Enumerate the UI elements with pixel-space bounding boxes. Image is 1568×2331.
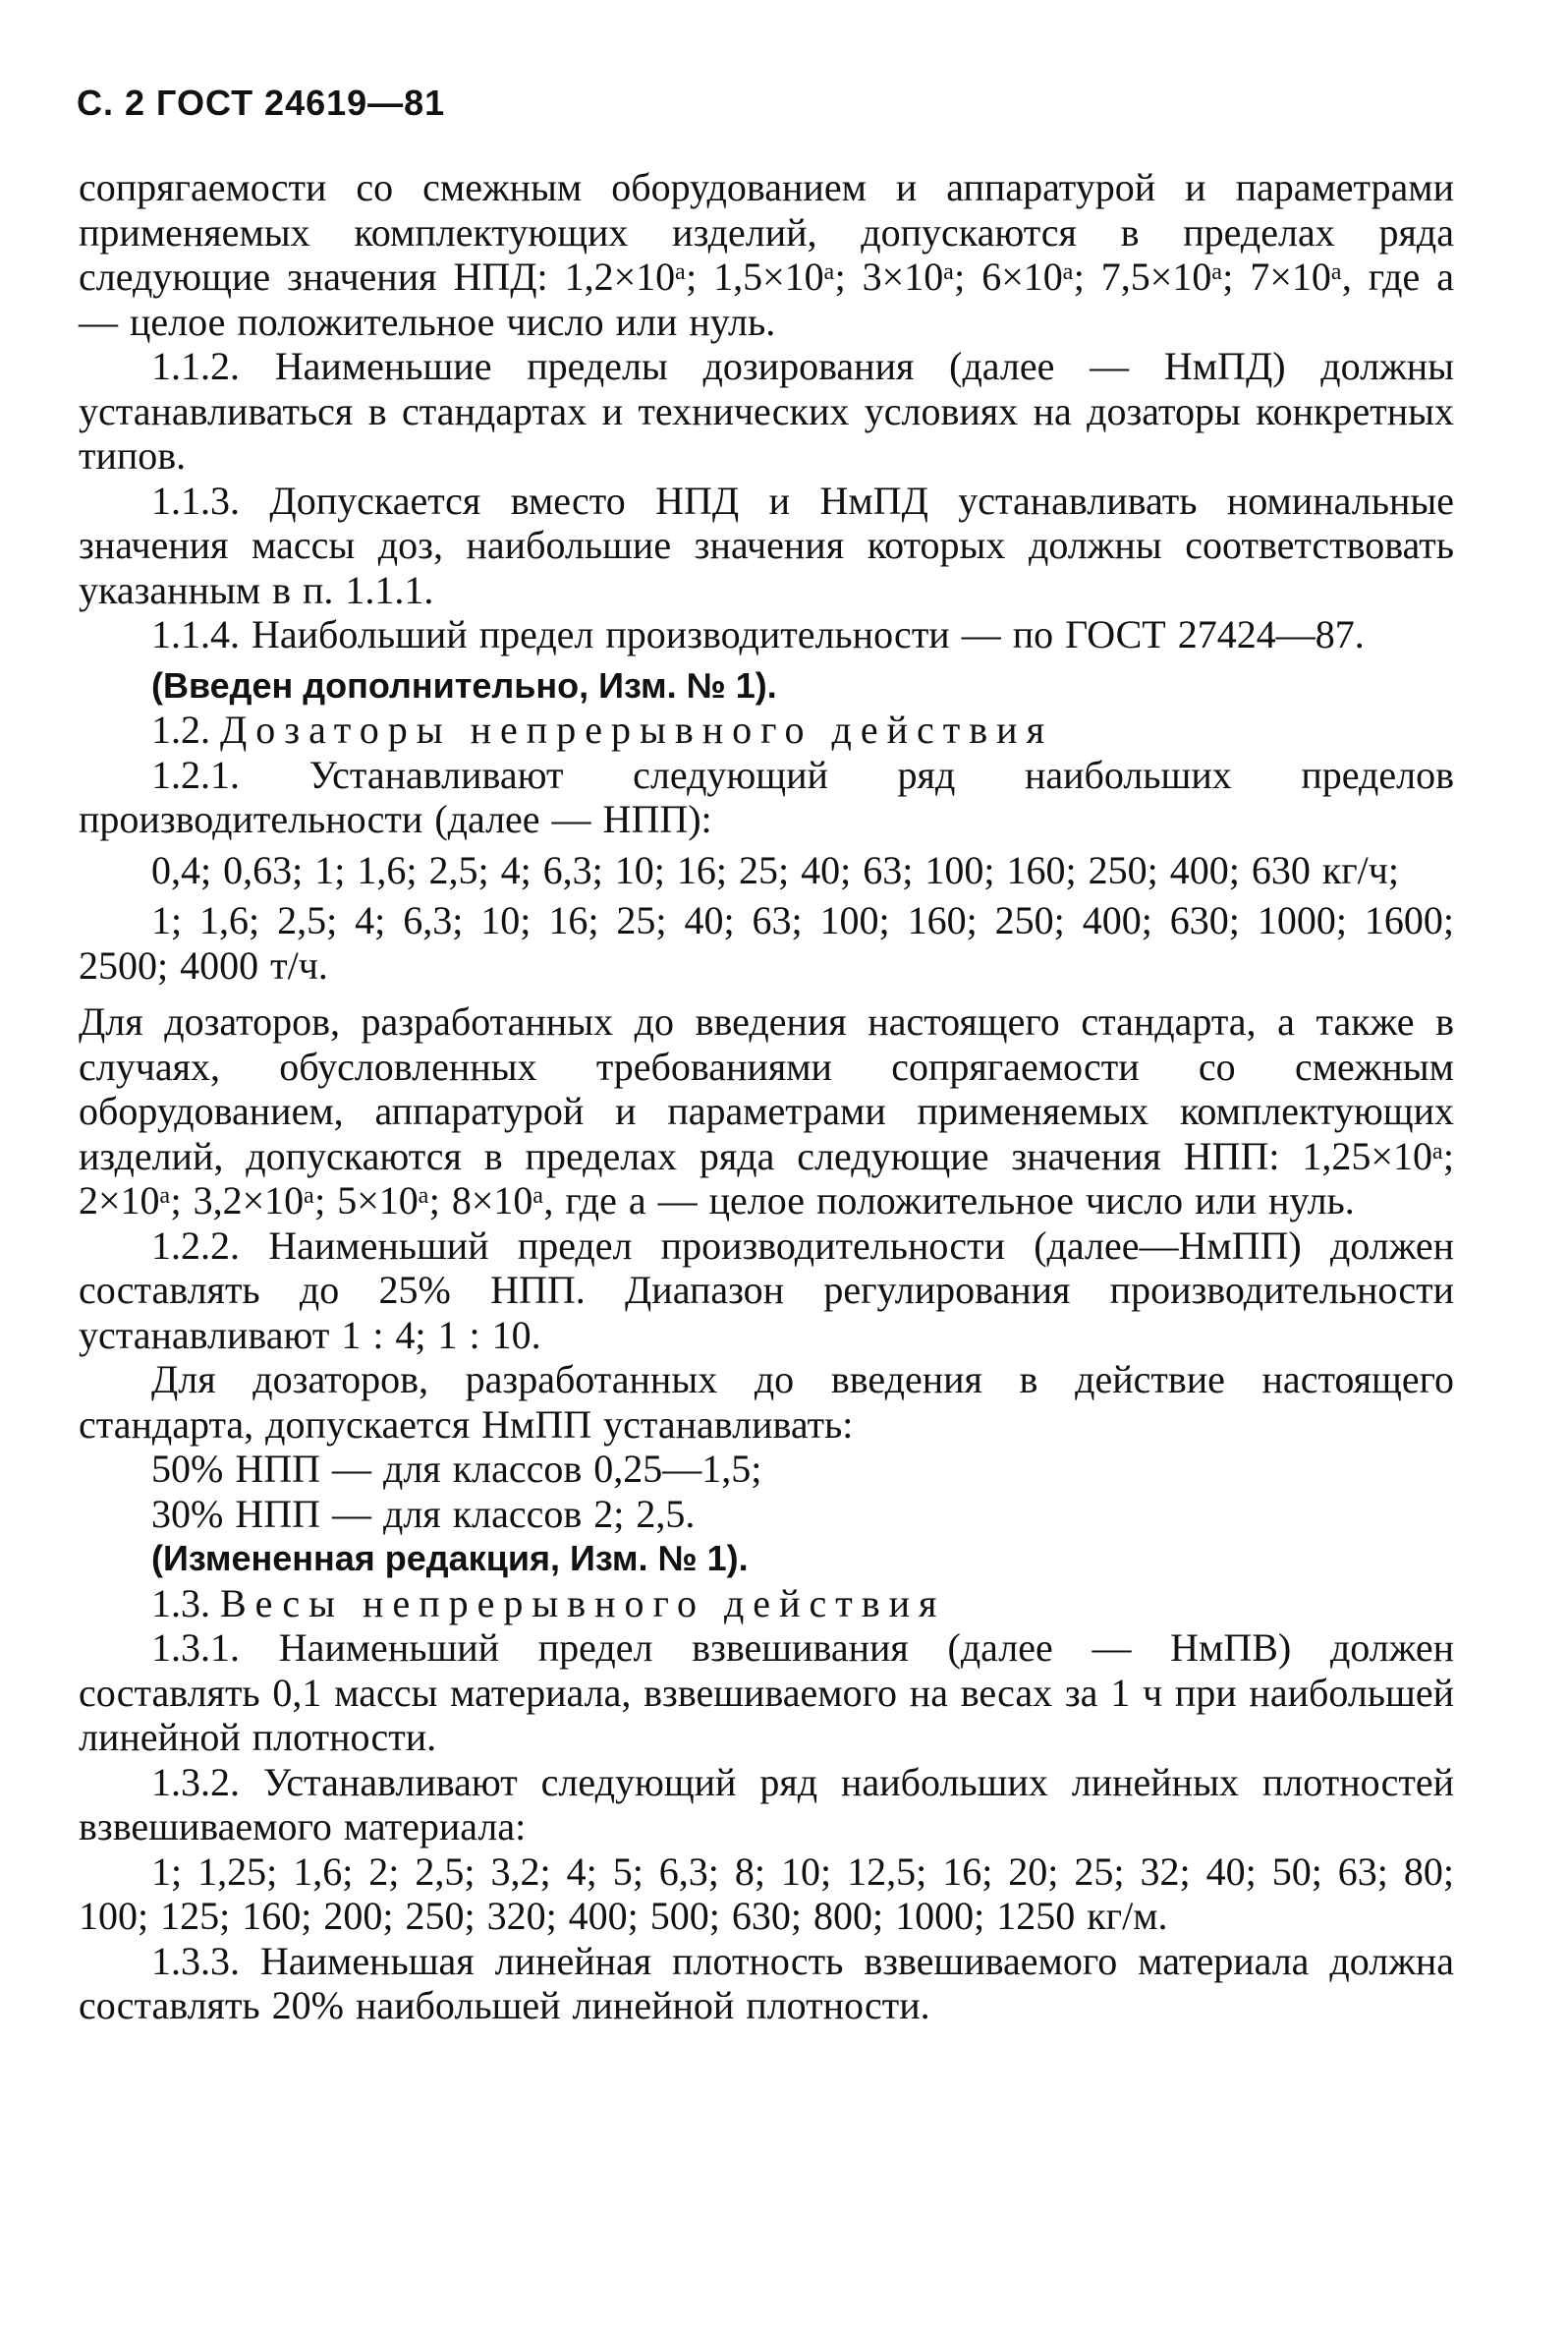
paragraph-nmpp-older-dosers: Для дозаторов, разработанных до введения в действие настоящего стандарта, допускается НмПП устанавливать: [79,1357,1454,1447]
amendment-note-revised: (Измененная редакция, Изм. № 1). [151,1538,749,1578]
paragraph-1-1-3: 1.1.3. Допускается вместо НПД и НмПД устанавливать номинальные значения массы доз, наибольшие значения которых должны соответствовать указанным в п. 1.1.1. [79,478,1454,612]
section-heading-1-2 [79,708,1454,753]
paragraph-1-2-1: 1.2.1. Устанавливают следующий ряд наибольших пределов производительности (далее — НПП): [79,752,1454,841]
paragraph-npp-alternative-values: Для дозаторов, разработанных до введения настоящего стандарта, а также в случаях, обусловленных требованиями сопрягаемости со смежным оборудованием, аппаратурой и параметрами применяемых комплектующих изделий, допускаются в пределах ряда следующие значения НПП: 1,25×10ᵃ; 2×10ᵃ; 3,2×10ᵃ; 5×10ᵃ; 8×10ᵃ, где a — целое положительное число или нуль. [79,999,1454,1222]
paragraph-1-3-2: 1.3.2. Устанавливают следующий ряд наибольших линейных плотностей взвешиваемого материала: [79,1759,1454,1848]
paragraph-1-1-4: 1.1.4. Наибольший предел производительности — по ГОСТ 27424—87. [151,612,1365,656]
paragraph-1-2-2: 1.2.2. Наименьший предел производительности (далее—НмПП) должен составлять до 25% НПП. Диапазон регулирования производительности устанавливают 1 : 4; 1 : 10. [79,1222,1454,1357]
paragraph-continuation: сопрягаемости со смежным оборудованием и аппаратурой и параметрами применяемых комплектующих изделий, допускаются в пределах ряда следующие значения НПД: 1,2×10ᵃ; 1,5×10ᵃ; 3×10ᵃ; 6×10ᵃ; 7,5×10ᵃ; 7×10ᵃ, где a — целое положительное число или нуль. [79,165,1454,344]
value-series-kg-per-hour: 0,4; 0,63; 1; 1,6; 2,5; 4; 6,3; 10; 16; 25; 40; 63; 100; 160; 250; 400; 630 кг/ч; [151,847,1399,892]
value-series-kg-per-meter: 1; 1,25; 1,6; 2; 2,5; 3,2; 4; 5; 6,3; 8; 10; 12,5; 16; 20; 25; 32; 40; 50; 63; 80; 100; 125; 160; 200; 250; 320; 400; 500; 630; 800; 1000; 1250 кг/м. [79,1848,1454,1938]
value-series-t-per-hour: 1; 1,6; 2,5; 4; 6,3; 10; 16; 25; 40; 63; 100; 160; 250; 400; 630; 1000; 1600; 2500; 4000 т/ч. [79,898,1454,988]
page-header: С. 2 ГОСТ 24619—81 [77,83,446,123]
paragraph-1-3-3: 1.3.3. Наименьшая линейная плотность взвешиваемого материала должна составлять 20% наибольшей линейной плотности. [79,1938,1454,2027]
paragraph-1-3-1: 1.3.1. Наименьший предел взвешивания (далее — НмПВ) должен составлять 0,1 массы материала, взвешиваемого на весах за 1 ч при наибольшей линейной плотности. [79,1625,1454,1759]
document-body [79,165,1454,2028]
section-title-1-3: Весы непрерывного действия [220,1580,946,1625]
nmpp-value-50: 50% НПП — для классов 0,25—1,5; [151,1447,762,1491]
section-heading-1-3 [79,1581,1454,1626]
section-number-1-3: 1.3. [151,1580,210,1625]
amendment-note-introduced: (Введен дополнительно, Изм. № 1). [151,664,777,706]
paragraph-1-1-2: 1.1.2. Наименьшие пределы дозирования (далее — НмПД) должны устанавливаться в стандартах и технических условиях на дозаторы конкретных типов. [79,344,1454,478]
nmpp-value-30: 30% НПП — для классов 2; 2,5. [151,1491,696,1536]
section-title-1-2: Дозаторы непрерывного действия [220,708,1053,752]
section-number-1-2: 1.2. [151,708,210,752]
